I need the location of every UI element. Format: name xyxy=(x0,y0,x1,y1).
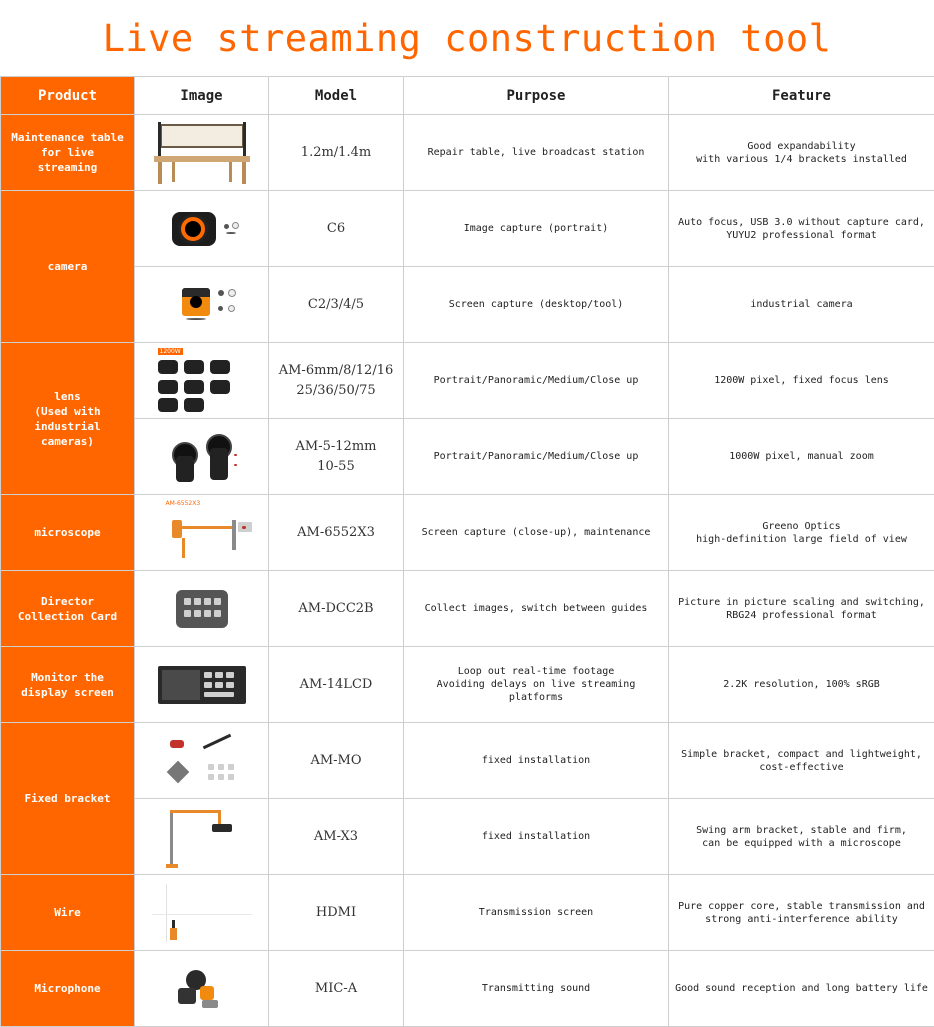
table-row xyxy=(1,723,934,799)
table-row xyxy=(1,267,934,343)
lens-badge: 1200W xyxy=(158,348,183,355)
purpose-cell: Screen capture (close-up), maintenance xyxy=(404,495,669,571)
purpose-cell: Collect images, switch between guides xyxy=(404,571,669,647)
page-title: Live streaming construction tool xyxy=(0,0,934,76)
image-cell xyxy=(135,343,269,419)
feature-cell: Swing arm bracket, stable and firm, can be equipped with a microscope xyxy=(669,799,934,875)
swing-arm-icon xyxy=(142,804,262,870)
feature-cell: Auto focus, USB 3.0 without capture card, YUYU2 professional format xyxy=(669,191,934,267)
table-row xyxy=(1,647,934,723)
microscope-badge: AM-6552X3 xyxy=(164,500,203,507)
feature-cell: 1200W pixel, fixed focus lens xyxy=(669,343,934,419)
model-cell: AM-6552X3 xyxy=(269,495,404,571)
image-cell xyxy=(135,495,269,571)
model-cell: AM-DCC2B xyxy=(269,571,404,647)
model-cell: HDMI xyxy=(269,875,404,951)
feature-cell: 1000W pixel, manual zoom xyxy=(669,419,934,495)
purpose-cell: Portrait/Panoramic/Medium/Close up xyxy=(404,419,669,495)
table-row xyxy=(1,571,934,647)
category-cell: Monitor the display screen xyxy=(1,647,135,723)
image-cell xyxy=(135,571,269,647)
header-feature: Feature xyxy=(669,77,934,115)
model-cell: MIC-A xyxy=(269,951,404,1027)
table-row xyxy=(1,115,934,191)
category-cell: Director Collection Card xyxy=(1,571,135,647)
product-table xyxy=(0,76,934,1027)
image-cell xyxy=(135,267,269,343)
monitor-icon xyxy=(142,652,262,718)
camera-c2-icon xyxy=(142,272,262,338)
model-cell: AM-MO xyxy=(269,723,404,799)
microphone-icon xyxy=(142,956,262,1022)
category-cell: Fixed bracket xyxy=(1,723,135,875)
hdmi-cable-icon xyxy=(142,880,262,946)
table-row xyxy=(1,495,934,571)
feature-cell: 2.2K resolution, 100% sRGB xyxy=(669,647,934,723)
model-cell: AM-5-12mm 10-55 xyxy=(269,419,404,495)
feature-cell: Simple bracket, compact and lightweight, cost-effective xyxy=(669,723,934,799)
image-cell xyxy=(135,419,269,495)
purpose-cell: Transmission screen xyxy=(404,875,669,951)
header-row xyxy=(1,77,934,115)
microscope-icon xyxy=(142,500,262,566)
category-cell: microscope xyxy=(1,495,135,571)
purpose-cell: fixed installation xyxy=(404,799,669,875)
image-cell xyxy=(135,799,269,875)
image-cell xyxy=(135,647,269,723)
header-purpose: Purpose xyxy=(404,77,669,115)
feature-cell: industrial camera xyxy=(669,267,934,343)
purpose-cell: fixed installation xyxy=(404,723,669,799)
image-cell xyxy=(135,115,269,191)
model-cell: C6 xyxy=(269,191,404,267)
image-cell xyxy=(135,951,269,1027)
image-cell xyxy=(135,723,269,799)
model-cell: C2/3/4/5 xyxy=(269,267,404,343)
purpose-cell: Transmitting sound xyxy=(404,951,669,1027)
category-cell: camera xyxy=(1,191,135,343)
camera-c6-icon xyxy=(142,196,262,262)
category-cell: Microphone xyxy=(1,951,135,1027)
model-cell: 1.2m/1.4m xyxy=(269,115,404,191)
bracket-kit-icon xyxy=(142,728,262,794)
purpose-cell: Portrait/Panoramic/Medium/Close up xyxy=(404,343,669,419)
table-row xyxy=(1,799,934,875)
table-row xyxy=(1,419,934,495)
header-model: Model xyxy=(269,77,404,115)
category-cell: lens (Used with industrial cameras) xyxy=(1,343,135,495)
workbench-icon xyxy=(142,120,262,186)
table-row xyxy=(1,875,934,951)
feature-cell: Picture in picture scaling and switching, RBG24 professional format xyxy=(669,571,934,647)
header-product: Product xyxy=(1,77,135,115)
model-cell: AM-6mm/8/12/16 25/36/50/75 xyxy=(269,343,404,419)
feature-cell: Pure copper core, stable transmission and strong anti-interference ability xyxy=(669,875,934,951)
lens-set-icon xyxy=(142,348,262,414)
purpose-cell: Loop out real-time footage Avoiding delays on live streaming platforms xyxy=(404,647,669,723)
category-cell: Wire xyxy=(1,875,135,951)
capture-card-icon xyxy=(142,576,262,642)
model-cell: AM-X3 xyxy=(269,799,404,875)
model-cell: AM-14LCD xyxy=(269,647,404,723)
feature-cell: Greeno Optics high-definition large field of view xyxy=(669,495,934,571)
table-row xyxy=(1,191,934,267)
purpose-cell: Screen capture (desktop/tool) xyxy=(404,267,669,343)
image-cell xyxy=(135,875,269,951)
feature-cell: Good expandability with various 1/4 brackets installed xyxy=(669,115,934,191)
zoom-lens-icon xyxy=(142,424,262,490)
header-image: Image xyxy=(135,77,269,115)
feature-cell: Good sound reception and long battery life xyxy=(669,951,934,1027)
category-cell: Maintenance table for live streaming xyxy=(1,115,135,191)
purpose-cell: Repair table, live broadcast station xyxy=(404,115,669,191)
table-row xyxy=(1,951,934,1027)
table-row xyxy=(1,343,934,419)
image-cell xyxy=(135,191,269,267)
purpose-cell: Image capture (portrait) xyxy=(404,191,669,267)
